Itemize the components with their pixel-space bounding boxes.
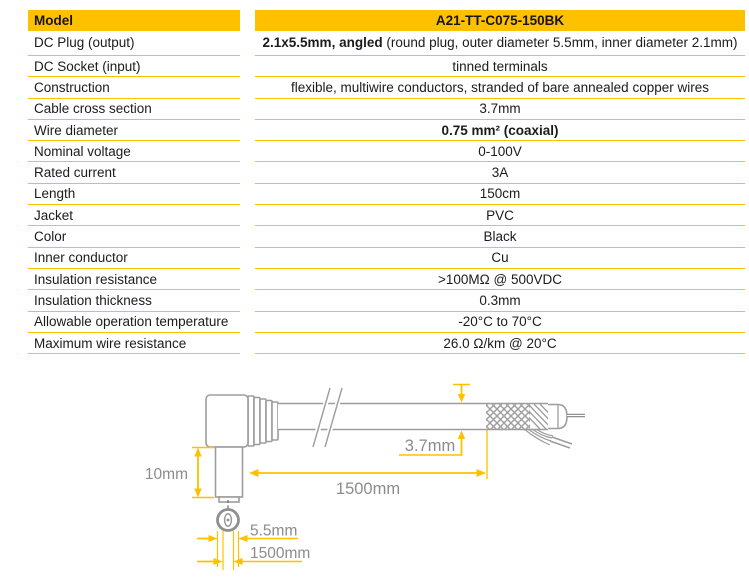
spec-value-rest: (round plug, outer diameter 5.5mm, inner diameter 2.1mm) (382, 35, 738, 51)
spec-value: tinned terminals (255, 56, 745, 77)
spec-value: 3A (255, 162, 745, 183)
table-header-row (28, 10, 745, 31)
table-row (28, 333, 745, 354)
column-gap (240, 10, 255, 31)
column-gap (240, 333, 255, 354)
dc-plug-side-view (206, 395, 278, 502)
table-row (28, 77, 745, 98)
table-row (28, 290, 745, 311)
cable-dimension-diagram (0, 367, 749, 582)
table-row (28, 226, 745, 247)
dim-label-cable-length: 1500mm (335, 480, 401, 498)
spec-label: Allowable operation temperature (28, 312, 240, 333)
spec-value: >100MΩ @ 500VDC (255, 269, 745, 290)
table-row (28, 162, 745, 183)
column-gap (240, 184, 255, 205)
column-gap (240, 120, 255, 141)
dim-label-cable-diameter: 3.7mm (404, 437, 456, 455)
table-row (28, 269, 745, 290)
spec-value: Black (255, 226, 745, 247)
table-row (28, 56, 745, 77)
spec-value-text (263, 35, 738, 50)
table-row (28, 184, 745, 205)
column-gap (240, 31, 255, 57)
table-row (28, 120, 745, 141)
spec-value-bold: 2.1x5.5mm, angled (262, 35, 383, 51)
spec-value: 0-100V (255, 141, 745, 162)
dim-label-plug-outer-diameter: 5.5mm (250, 522, 298, 540)
dim-label-plug-length: 10mm (144, 466, 188, 483)
column-gap (240, 162, 255, 183)
spec-label: Wire diameter (28, 120, 240, 141)
table-row (28, 248, 745, 269)
spec-value: 26.0 Ω/km @ 20°C (255, 333, 745, 354)
spec-value: Cu (255, 248, 745, 269)
spec-label: Cable cross section (28, 99, 240, 120)
column-gap (240, 205, 255, 226)
spec-label: Maximum wire resistance (28, 333, 240, 354)
spec-value: 150cm (255, 184, 745, 205)
column-gap (240, 77, 255, 98)
header-model-cell: Model (28, 10, 240, 31)
spec-label: Nominal voltage (28, 141, 240, 162)
table-row (28, 31, 745, 57)
braid-shield (486, 404, 530, 429)
spec-label: Length (28, 184, 240, 205)
spec-table (28, 10, 745, 354)
column-gap (240, 141, 255, 162)
spec-label: Insulation resistance (28, 269, 240, 290)
table-row (28, 99, 745, 120)
spec-label: Insulation thickness (28, 290, 240, 311)
spec-value: -20°C to 70°C (255, 312, 745, 333)
spec-label: DC Plug (output) (28, 31, 240, 57)
spec-value: 0.3mm (255, 290, 745, 311)
spec-label: Construction (28, 77, 240, 98)
spec-label: Inner conductor (28, 248, 240, 269)
header-model-number-cell: A21-TT-C075-150BK (255, 10, 745, 31)
spec-label: Rated current (28, 162, 240, 183)
spec-value: 3.7mm (255, 99, 745, 120)
spec-value: flexible, multiwire conductors, stranded of bare annealed copper wires (255, 77, 745, 98)
spec-value (255, 31, 745, 57)
spec-label: Jacket (28, 205, 240, 226)
column-gap (240, 248, 255, 269)
dim-label-bottom-length: 1500mm (250, 545, 311, 562)
column-gap (240, 269, 255, 290)
column-gap (240, 226, 255, 247)
column-gap (240, 56, 255, 77)
dc-plug-front-view (218, 500, 239, 531)
spec-value: PVC (255, 205, 745, 226)
column-gap (240, 290, 255, 311)
column-gap (240, 312, 255, 333)
spec-value: 0.75 mm² (coaxial) (255, 120, 745, 141)
frayed-shield-wires (524, 429, 572, 448)
spec-label: DC Socket (input) (28, 56, 240, 77)
table-row (28, 205, 745, 226)
table-row (28, 141, 745, 162)
column-gap (240, 99, 255, 120)
spec-label: Color (28, 226, 240, 247)
table-row (28, 312, 745, 333)
